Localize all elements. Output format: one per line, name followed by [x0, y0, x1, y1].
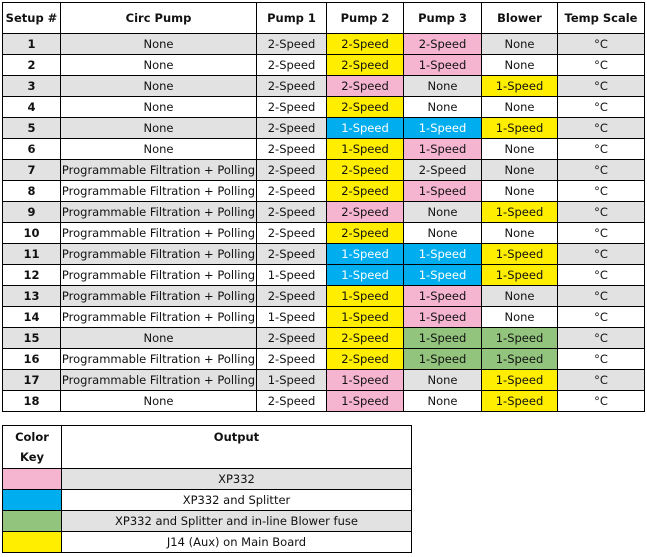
output-cell: XP332 [62, 469, 412, 490]
pump2-cell: 1-Speed [327, 118, 404, 139]
circ-pump-cell: Programmable Filtration + Polling [61, 349, 257, 370]
output-cell: XP332 and Splitter [62, 490, 412, 511]
circ-pump-cell: None [61, 391, 257, 412]
pump2-cell: 2-Speed [327, 349, 404, 370]
blower-cell: None [482, 223, 558, 244]
header-pump2: Pump 2 [327, 3, 404, 34]
table-row [3, 181, 645, 202]
pump2-cell: 2-Speed [327, 202, 404, 223]
circ-pump-cell: None [61, 55, 257, 76]
pump3-cell: None [404, 223, 482, 244]
setup-number: 5 [3, 118, 61, 139]
pump2-cell: 1-Speed [327, 307, 404, 328]
table-row [3, 286, 645, 307]
setup-number: 1 [3, 34, 61, 55]
temp-scale-cell: °C [558, 391, 645, 412]
table-row [3, 55, 645, 76]
header-circ-pump: Circ Pump [61, 3, 257, 34]
output-cell: XP332 and Splitter and in-line Blower fuse [62, 511, 412, 532]
temp-scale-cell: °C [558, 265, 645, 286]
pump1-cell: 2-Speed [257, 118, 327, 139]
temp-scale-cell: °C [558, 118, 645, 139]
pump3-cell: 2-Speed [404, 160, 482, 181]
setup-number: 2 [3, 55, 61, 76]
blower-cell: 1-Speed [482, 349, 558, 370]
pump3-cell: None [404, 391, 482, 412]
temp-scale-cell: °C [558, 76, 645, 97]
setup-number: 6 [3, 139, 61, 160]
color-key-header-line2: Key [19, 450, 44, 464]
setup-number: 9 [3, 202, 61, 223]
color-key-header-line1: Color [15, 430, 49, 444]
color-swatch [3, 469, 62, 490]
pump1-cell: 2-Speed [257, 139, 327, 160]
pump1-cell: 1-Speed [257, 307, 327, 328]
circ-pump-cell: Programmable Filtration + Polling [61, 202, 257, 223]
pump3-cell: 1-Speed [404, 139, 482, 160]
pump1-cell: 2-Speed [257, 181, 327, 202]
table-row [3, 307, 645, 328]
circ-pump-cell: Programmable Filtration + Polling [61, 307, 257, 328]
blower-cell: None [482, 55, 558, 76]
pump2-cell: 2-Speed [327, 76, 404, 97]
pump1-cell: 2-Speed [257, 328, 327, 349]
blower-cell: 1-Speed [482, 370, 558, 391]
pump1-cell: 2-Speed [257, 286, 327, 307]
pump3-cell: None [404, 97, 482, 118]
header-temp-scale: Temp Scale [558, 3, 645, 34]
color-key-row [3, 511, 412, 532]
pump2-cell: 2-Speed [327, 223, 404, 244]
circ-pump-cell: None [61, 328, 257, 349]
header-pump1: Pump 1 [257, 3, 327, 34]
pump2-cell: 2-Speed [327, 34, 404, 55]
pump2-cell: 1-Speed [327, 286, 404, 307]
setup-number: 14 [3, 307, 61, 328]
table-row [3, 244, 645, 265]
circ-pump-cell: None [61, 76, 257, 97]
table-row [3, 139, 645, 160]
pump2-cell: 2-Speed [327, 160, 404, 181]
temp-scale-cell: °C [558, 349, 645, 370]
temp-scale-cell: °C [558, 307, 645, 328]
circ-pump-cell: Programmable Filtration + Polling [61, 244, 257, 265]
table-row [3, 391, 645, 412]
blower-cell: 1-Speed [482, 391, 558, 412]
pump2-cell: 2-Speed [327, 181, 404, 202]
pump1-cell: 2-Speed [257, 97, 327, 118]
pump2-cell: 2-Speed [327, 55, 404, 76]
setup-number: 3 [3, 76, 61, 97]
pump3-cell: 1-Speed [404, 286, 482, 307]
table-row [3, 202, 645, 223]
setup-number: 11 [3, 244, 61, 265]
pump3-cell: 1-Speed [404, 181, 482, 202]
table-row [3, 97, 645, 118]
table-row [3, 34, 645, 55]
pump3-cell: 1-Speed [404, 349, 482, 370]
color-swatch [3, 532, 62, 553]
pump2-cell: 2-Speed [327, 97, 404, 118]
blower-cell: None [482, 181, 558, 202]
temp-scale-cell: °C [558, 181, 645, 202]
temp-scale-cell: °C [558, 55, 645, 76]
circ-pump-cell: None [61, 34, 257, 55]
pump1-cell: 2-Speed [257, 391, 327, 412]
pump3-cell: None [404, 370, 482, 391]
pump3-cell: None [404, 76, 482, 97]
pump3-cell: None [404, 202, 482, 223]
temp-scale-cell: °C [558, 139, 645, 160]
circ-pump-cell: Programmable Filtration + Polling [61, 286, 257, 307]
pump3-cell: 1-Speed [404, 265, 482, 286]
setup-number: 7 [3, 160, 61, 181]
circ-pump-cell: None [61, 139, 257, 160]
setup-number: 4 [3, 97, 61, 118]
color-key-header-row [3, 426, 412, 469]
setup-number: 15 [3, 328, 61, 349]
temp-scale-cell: °C [558, 370, 645, 391]
table-row [3, 223, 645, 244]
color-key-row [3, 532, 412, 553]
setup-table-header-row [3, 3, 645, 34]
pump2-cell: 1-Speed [327, 139, 404, 160]
blower-cell: None [482, 160, 558, 181]
color-swatch [3, 511, 62, 532]
setup-number: 8 [3, 181, 61, 202]
blower-cell: None [482, 307, 558, 328]
pump1-cell: 1-Speed [257, 265, 327, 286]
table-row [3, 349, 645, 370]
color-key-header [3, 426, 62, 469]
circ-pump-cell: Programmable Filtration + Polling [61, 370, 257, 391]
table-row [3, 76, 645, 97]
pump1-cell: 2-Speed [257, 223, 327, 244]
output-header: Output [62, 426, 412, 469]
blower-cell: None [482, 97, 558, 118]
pump3-cell: 1-Speed [404, 118, 482, 139]
pump1-cell: 2-Speed [257, 55, 327, 76]
output-cell: J14 (Aux) on Main Board [62, 532, 412, 553]
circ-pump-cell: Programmable Filtration + Polling [61, 223, 257, 244]
pump2-cell: 1-Speed [327, 370, 404, 391]
circ-pump-cell: None [61, 97, 257, 118]
temp-scale-cell: °C [558, 286, 645, 307]
pump1-cell: 2-Speed [257, 349, 327, 370]
temp-scale-cell: °C [558, 97, 645, 118]
temp-scale-cell: °C [558, 34, 645, 55]
blower-cell: 1-Speed [482, 202, 558, 223]
setup-number: 16 [3, 349, 61, 370]
setup-table [2, 2, 645, 412]
pump1-cell: 2-Speed [257, 34, 327, 55]
pump3-cell: 1-Speed [404, 328, 482, 349]
setup-number: 13 [3, 286, 61, 307]
setup-number: 17 [3, 370, 61, 391]
pump1-cell: 2-Speed [257, 244, 327, 265]
pump1-cell: 2-Speed [257, 160, 327, 181]
color-key-row [3, 469, 412, 490]
pump1-cell: 2-Speed [257, 202, 327, 223]
blower-cell: 1-Speed [482, 265, 558, 286]
blower-cell: 1-Speed [482, 244, 558, 265]
blower-cell: 1-Speed [482, 328, 558, 349]
table-row [3, 265, 645, 286]
pump2-cell: 1-Speed [327, 391, 404, 412]
circ-pump-cell: Programmable Filtration + Polling [61, 181, 257, 202]
color-swatch [3, 490, 62, 511]
header-blower: Blower [482, 3, 558, 34]
pump3-cell: 1-Speed [404, 307, 482, 328]
setup-number: 18 [3, 391, 61, 412]
blower-cell: 1-Speed [482, 76, 558, 97]
pump2-cell: 1-Speed [327, 244, 404, 265]
pump3-cell: 1-Speed [404, 55, 482, 76]
setup-number: 10 [3, 223, 61, 244]
header-pump3: Pump 3 [404, 3, 482, 34]
temp-scale-cell: °C [558, 202, 645, 223]
temp-scale-cell: °C [558, 328, 645, 349]
pump3-cell: 1-Speed [404, 244, 482, 265]
header-setup: Setup # [3, 3, 61, 34]
blower-cell: None [482, 139, 558, 160]
temp-scale-cell: °C [558, 244, 645, 265]
setup-number: 12 [3, 265, 61, 286]
pump2-cell: 1-Speed [327, 265, 404, 286]
blower-cell: None [482, 34, 558, 55]
color-key-row [3, 490, 412, 511]
table-row [3, 328, 645, 349]
circ-pump-cell: Programmable Filtration + Polling [61, 265, 257, 286]
circ-pump-cell: Programmable Filtration + Polling [61, 160, 257, 181]
pump3-cell: 2-Speed [404, 34, 482, 55]
color-key-table [2, 425, 412, 553]
table-row [3, 118, 645, 139]
table-row [3, 370, 645, 391]
pump2-cell: 2-Speed [327, 328, 404, 349]
table-row [3, 160, 645, 181]
blower-cell: 1-Speed [482, 118, 558, 139]
pump1-cell: 2-Speed [257, 76, 327, 97]
temp-scale-cell: °C [558, 160, 645, 181]
pump1-cell: 1-Speed [257, 370, 327, 391]
circ-pump-cell: None [61, 118, 257, 139]
blower-cell: None [482, 286, 558, 307]
temp-scale-cell: °C [558, 223, 645, 244]
